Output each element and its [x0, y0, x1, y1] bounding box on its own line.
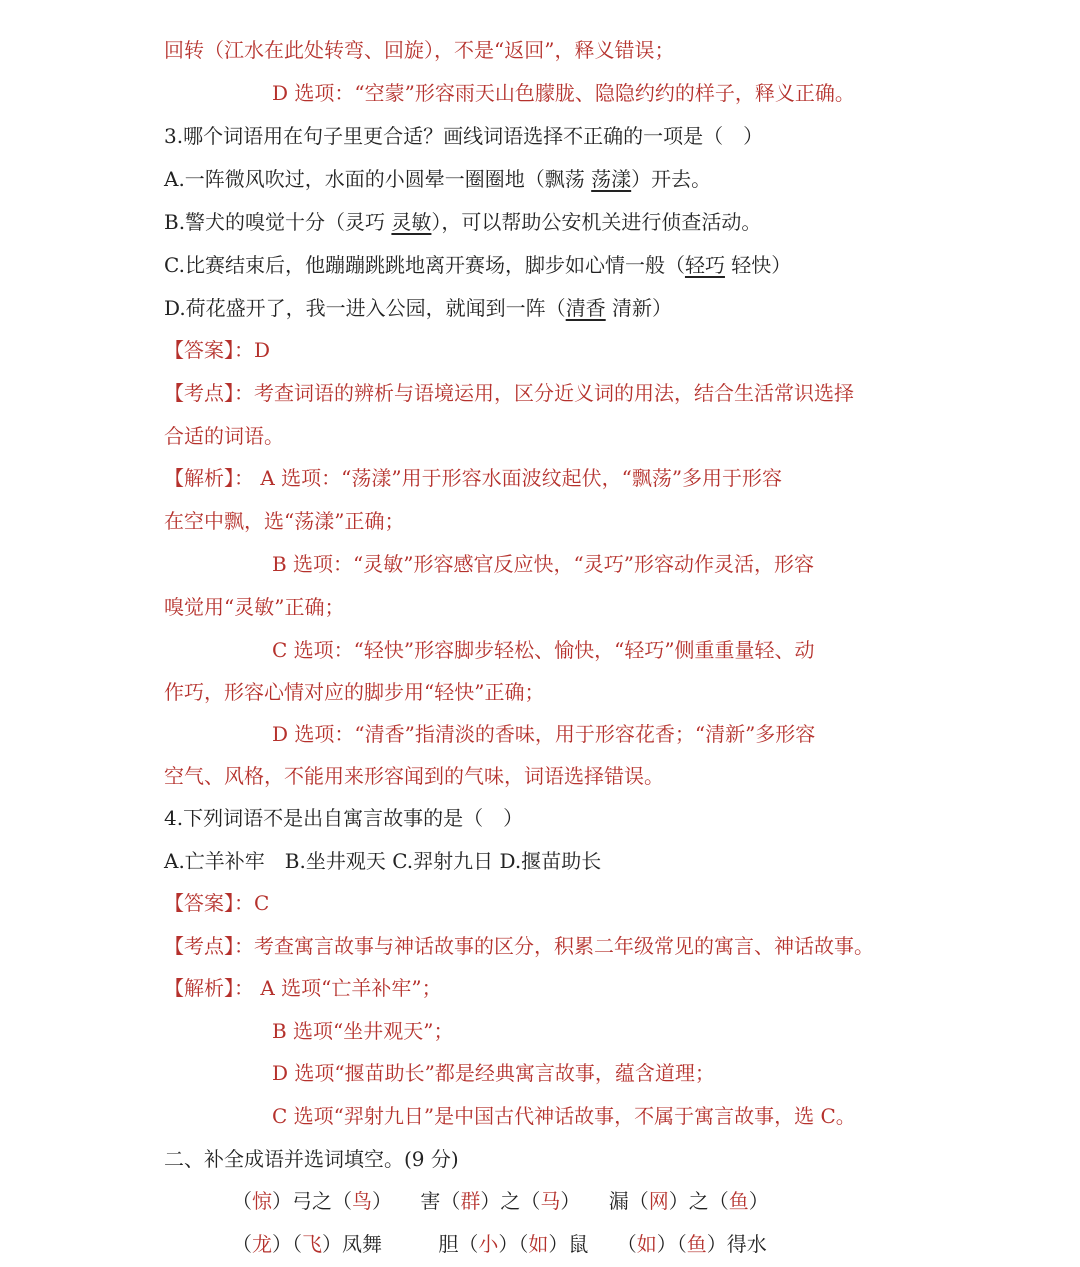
- idiom-answer: 如: [636, 1232, 657, 1256]
- option-text: 清新）: [605, 296, 673, 320]
- question-3-jiexi-b: B 选项：“灵敏”形容感官反应快，“灵巧”形容动作灵活，形容: [272, 552, 814, 576]
- section-2-title: 二、补全成语并选词填空。(9 分): [164, 1147, 459, 1171]
- question-3-jiexi-c: C 选项：“轻快”形容脚步轻松、愉快，“轻巧”侧重重量轻、动: [272, 638, 815, 662]
- option-text: C.比赛结束后，他蹦蹦跳跳地离开赛场，脚步如心情一般（: [164, 253, 685, 277]
- idiom-answer: 飞: [302, 1232, 322, 1256]
- idiom: 漏（网）之（鱼）: [608, 1189, 769, 1213]
- option-text: A.一阵微风吹过，水面的小圆晕一圈圈地（飘荡: [164, 167, 592, 191]
- idiom-answer: 鸟: [352, 1189, 372, 1213]
- option-text: ）开去。: [631, 167, 712, 191]
- idiom-answer: 惊: [252, 1189, 272, 1213]
- idiom: （龙）（飞）凤舞: [232, 1232, 382, 1256]
- underlined-word: 轻巧: [684, 253, 725, 277]
- question-4-jiexi-c: C 选项“羿射九日”是中国古代神话故事，不属于寓言故事，选 C。: [272, 1104, 856, 1128]
- question-3-jiexi-c-cont: 作巧，形容心情对应的脚步用“轻快”正确；: [164, 680, 545, 704]
- question-3-stem: 3.哪个词语用在句子里更合适？画线词语选择不正确的一项是（ ）: [164, 124, 764, 148]
- idiom-answer: 鱼: [686, 1232, 707, 1256]
- question-3-jiexi-a: 【解析】： A 选项：“荡漾”用于形容水面波纹起伏，“飘荡”多用于形容: [164, 466, 783, 490]
- prev-explanation-option-d: D 选项：“空蒙”形容雨天山色朦胧、隐隐约约的样子，释义正确。: [272, 81, 855, 105]
- underlined-word: 灵敏: [391, 210, 432, 234]
- question-3-option-a: [164, 161, 930, 197]
- question-3-answer: 【答案】：D: [164, 338, 271, 362]
- question-4-jiexi-b: B 选项“坐井观天”；: [272, 1019, 454, 1043]
- idiom-answer: 鱼: [728, 1189, 749, 1213]
- question-3-option-c: [164, 247, 930, 283]
- question-3-kaodian-cont: 合适的词语。: [164, 424, 284, 448]
- idiom-answer: 小: [478, 1232, 499, 1256]
- question-3-option-b: [164, 204, 930, 240]
- question-4-stem: 4.下列词语不是出自寓言故事的是（ ）: [164, 806, 524, 830]
- option-text: D.荷花盛开了，我一进入公园，就闻到一阵（: [164, 296, 566, 320]
- idiom-answer: 龙: [252, 1232, 272, 1256]
- underlined-word: 荡漾: [591, 167, 632, 191]
- question-3-jiexi-a-cont: 在空中飘，选“荡漾”正确；: [164, 509, 405, 533]
- question-3-jiexi-d: D 选项：“清香”指清淡的香味，用于形容花香；“清新”多形容: [272, 722, 816, 746]
- idiom-answer: 群: [460, 1189, 481, 1213]
- idiom: 胆（小）（如）鼠: [438, 1232, 589, 1256]
- underlined-word: 清香: [565, 296, 606, 320]
- question-4-kaodian: 【考点】：考查寓言故事与神话故事的区分，积累二年级常见的寓言、神话故事。: [164, 934, 874, 958]
- question-3-option-d: [164, 290, 930, 326]
- idiom: 害（群）之（马）: [420, 1189, 581, 1213]
- prev-explanation-line: 回转（江水在此处转弯、回旋），不是“返回”，释义错误；: [164, 38, 675, 62]
- option-text: B.警犬的嗅觉十分（灵巧: [164, 210, 392, 234]
- idiom-answer: 网: [648, 1189, 669, 1213]
- option-text: 轻快）: [724, 253, 792, 277]
- idiom: （如）（鱼）得水: [616, 1232, 767, 1256]
- idiom-row-2: [232, 1226, 930, 1262]
- idiom-answer: 如: [528, 1232, 549, 1256]
- question-4-answer: 【答案】：C: [164, 891, 270, 915]
- idiom-row-1: [232, 1183, 930, 1219]
- idiom: （惊）弓之（鸟）: [232, 1189, 392, 1213]
- question-4-jiexi-a: 【解析】： A 选项“亡羊补牢”；: [164, 976, 442, 1000]
- question-4-options: A.亡羊补牢 B.坐井观天 C.羿射九日 D.揠苗助长: [164, 849, 602, 873]
- question-3-jiexi-b-cont: 嗅觉用“灵敏”正确；: [164, 595, 345, 619]
- question-3-kaodian: 【考点】：考查词语的辨析与语境运用，区分近义词的用法，结合生活常识选择: [164, 381, 854, 405]
- question-3-jiexi-d-cont: 空气、风格，不能用来形容闻到的气味，词语选择错误。: [164, 764, 664, 788]
- question-4-jiexi-d: D 选项“揠苗助长”都是经典寓言故事，蕴含道理；: [272, 1061, 715, 1085]
- idiom-answer: 马: [540, 1189, 561, 1213]
- option-text: ），可以帮助公安机关进行侦查活动。: [431, 210, 762, 234]
